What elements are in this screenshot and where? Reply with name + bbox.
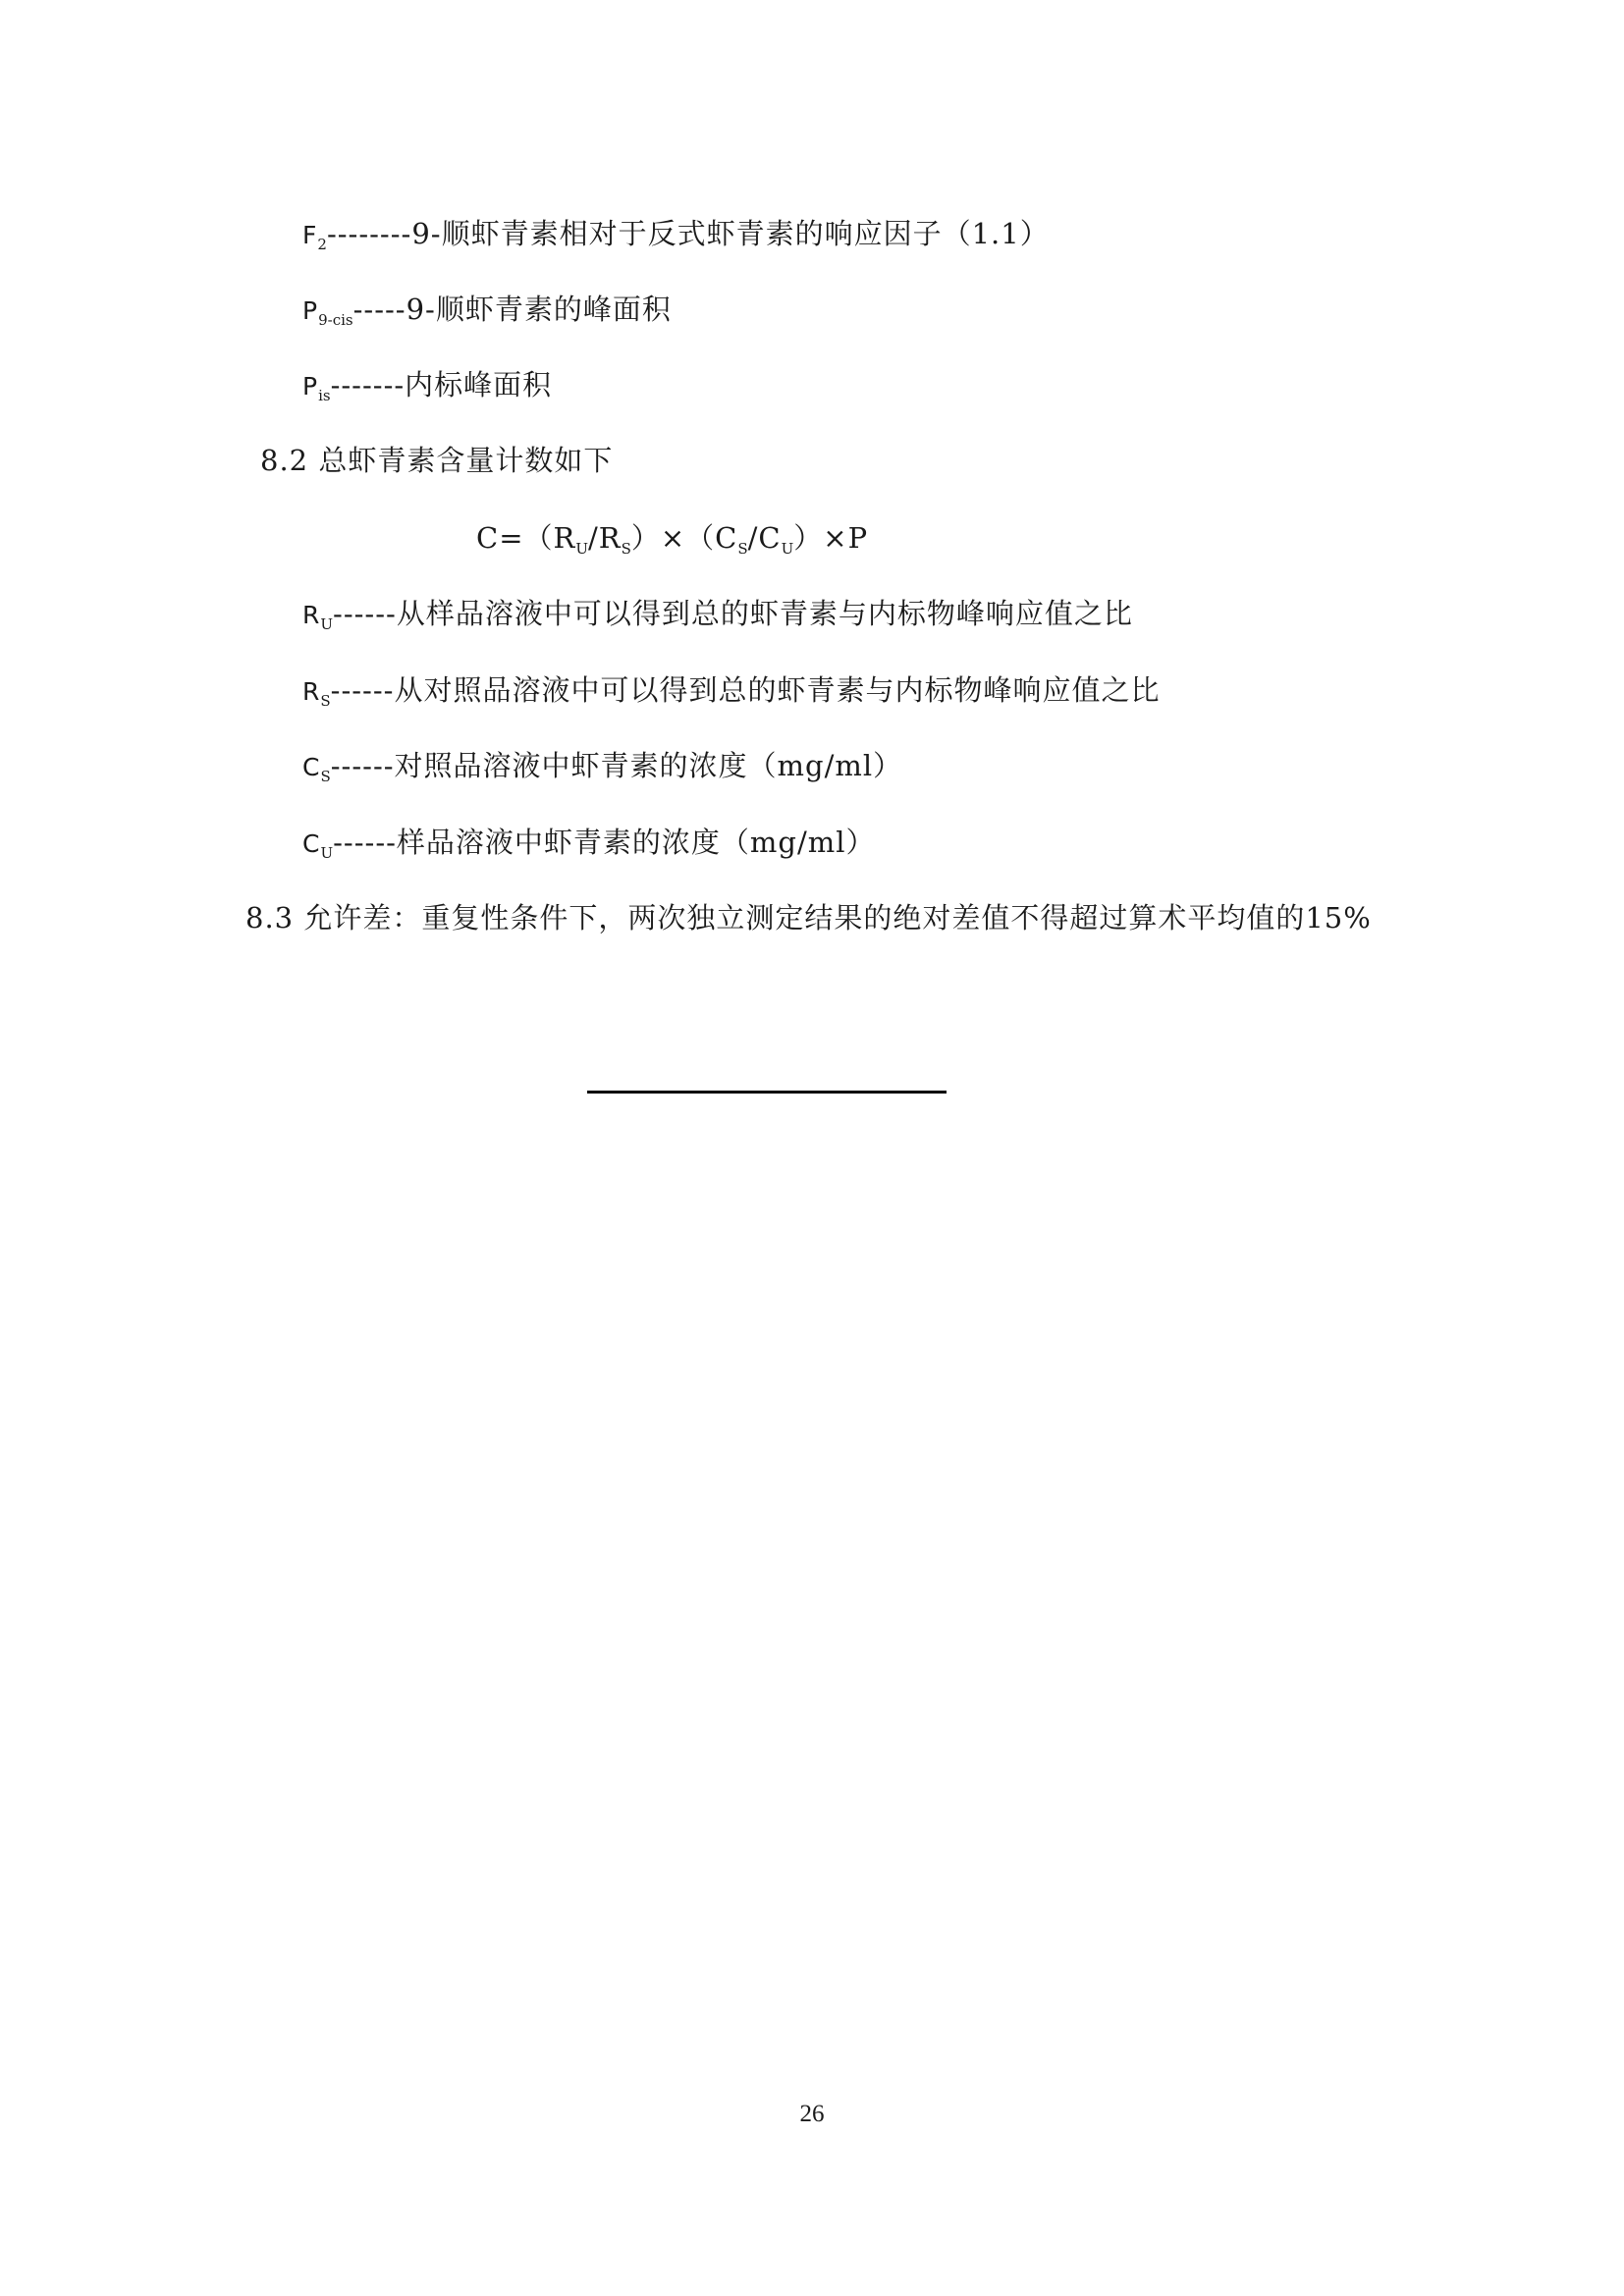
subscript: 9-cis bbox=[318, 311, 353, 329]
subscript: S bbox=[320, 768, 331, 785]
definition-f2 bbox=[302, 216, 1050, 262]
formula-subscript: U bbox=[575, 540, 588, 558]
definition-text: ------从对照品溶液中可以得到总的虾青素与内标物峰响应值之比 bbox=[330, 673, 1161, 707]
section-text: 允许差：重复性条件下，两次独立测定结果的绝对差值不得超过算术平均值的15% bbox=[303, 901, 1372, 934]
definition-text: --------9-顺虾青素相对于反式虾青素的响应因子（1.1） bbox=[326, 217, 1050, 250]
definition-cs bbox=[302, 748, 902, 794]
definition-text: ------从样品溶液中可以得到总的虾青素与内标物峰响应值之比 bbox=[333, 597, 1133, 630]
formula-part: /C bbox=[747, 521, 782, 555]
formula-subscript: S bbox=[737, 540, 748, 558]
formula-subscript: U bbox=[781, 540, 794, 558]
section-number: 8.3 bbox=[245, 901, 295, 934]
page-number: 26 bbox=[799, 2101, 825, 2127]
definition-text: -------内标峰面积 bbox=[330, 368, 553, 401]
formula-part: ）×P bbox=[793, 521, 869, 555]
definition-cu bbox=[302, 825, 876, 871]
definition-pis bbox=[302, 367, 552, 413]
end-divider bbox=[587, 1091, 947, 1094]
definition-p9cis bbox=[302, 292, 672, 338]
symbol: R bbox=[302, 677, 321, 706]
definition-text: -----9-顺虾青素的峰面积 bbox=[352, 293, 672, 326]
subscript: is bbox=[318, 387, 331, 404]
section-number: 8.2 bbox=[260, 444, 309, 477]
subscript: S bbox=[320, 692, 331, 710]
symbol: P bbox=[302, 372, 319, 400]
subscript: U bbox=[320, 844, 334, 862]
section-8-3 bbox=[245, 900, 1372, 935]
formula-part: ）×（C bbox=[630, 521, 738, 555]
symbol: C bbox=[302, 753, 321, 781]
formula-subscript: S bbox=[621, 540, 631, 558]
formula-part: /R bbox=[587, 521, 622, 555]
subscript: 2 bbox=[317, 236, 327, 253]
definition-text: ------对照品溶液中虾青素的浓度（mg/ml） bbox=[330, 749, 903, 782]
definition-ru bbox=[302, 596, 1133, 642]
formula bbox=[476, 520, 868, 566]
symbol: R bbox=[302, 601, 321, 629]
section-title: 总虾青素含量计数如下 bbox=[318, 444, 614, 477]
section-8-2-heading bbox=[260, 443, 613, 478]
definition-rs bbox=[302, 672, 1160, 719]
formula-part: C=（R bbox=[476, 521, 576, 555]
symbol: C bbox=[302, 829, 321, 858]
symbol: F bbox=[302, 221, 318, 249]
subscript: U bbox=[320, 615, 334, 633]
definition-text: ------样品溶液中虾青素的浓度（mg/ml） bbox=[333, 826, 876, 859]
symbol: P bbox=[302, 296, 319, 325]
